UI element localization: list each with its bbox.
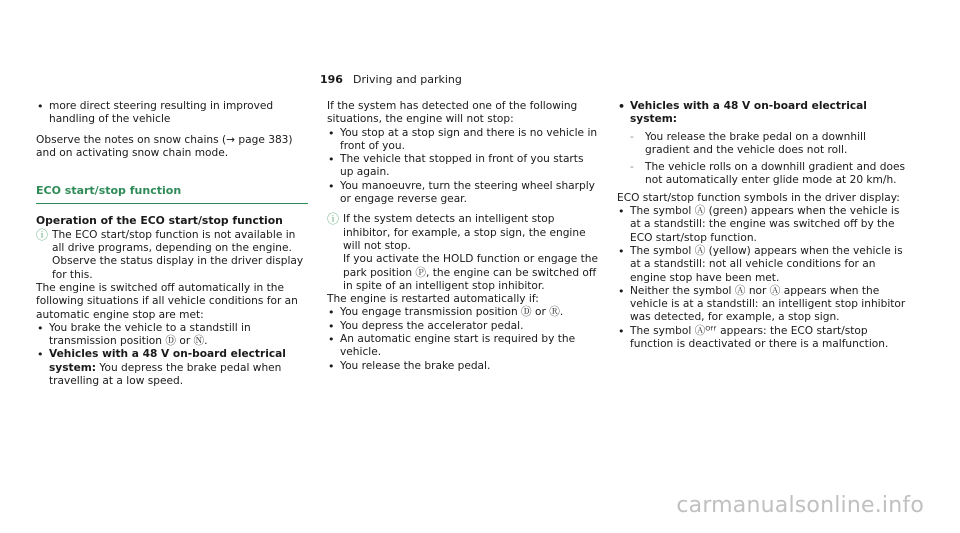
column-2 bbox=[327, 100, 599, 373]
list-item: • You release the brake pedal. bbox=[327, 360, 599, 373]
note-text: If you activate the HOLD function or engage the park position Ⓟ, the engine can be switched off in spite of an intelligent stop inhibitor. bbox=[343, 253, 599, 292]
note bbox=[327, 213, 599, 293]
list-item: • You manoeuvre, turn the steering wheel sharply or engage reverse gear. bbox=[327, 180, 599, 207]
column-3 bbox=[617, 100, 907, 351]
paragraph: The engine is switched off automatically in the following situations if all vehicle conditions for an automatic engine stop are met: bbox=[36, 281, 298, 321]
list-item: • The symbol Ⓐ (green) appears when the vehicle is at a standstill: the engine was switched off by the ECO start/stop function. bbox=[617, 205, 907, 245]
list-item: • You brake the vehicle to a standstill in transmission position Ⓓ or Ⓝ. bbox=[36, 322, 308, 349]
list-item: • Neither the symbol Ⓐ nor Ⓐ appears when the vehicle is at a standstill: an intelligent stop inhibitor was detected, for example, a stop sign. bbox=[617, 285, 907, 325]
item-text: You depress the brake pedal when travelling at a low speed. bbox=[49, 361, 282, 388]
sub-list-item: - The vehicle rolls on a downhill gradient and does not automatically enter glide mode at 20 km/h. bbox=[617, 161, 907, 188]
list-item: • You stop at a stop sign and there is no vehicle in front of you. bbox=[327, 127, 599, 154]
note-text: The ECO start/stop function is not available in all drive programs, depending on the engine. Observe the status display in the driver display for this. bbox=[52, 228, 304, 281]
list-item: • You depress the accelerator pedal. bbox=[327, 320, 599, 333]
list-item: • The vehicle that stopped in front of you starts up again. bbox=[327, 153, 599, 180]
column-1 bbox=[36, 100, 308, 388]
watermark: carmanualsonline.info bbox=[676, 493, 924, 518]
page-header bbox=[320, 73, 462, 86]
section-title: ECO start/stop function bbox=[36, 184, 308, 204]
sub-title: Operation of the ECO start/stop function bbox=[36, 214, 283, 228]
paragraph: ECO start/stop function symbols in the driver display: bbox=[617, 191, 900, 204]
note-text: If the system detects an intelligent stop inhibitor, for example, a stop sign, the engine will not stop. bbox=[343, 213, 586, 252]
running-header: Driving and parking bbox=[352, 73, 462, 86]
list-item: • Vehicles with a 48 V on-board electrical system: bbox=[617, 100, 907, 127]
list-item: • The symbol Ⓐ (yellow) appears when the vehicle is at a standstill: not all vehicle conditions for an engine stop have been met. bbox=[617, 245, 907, 285]
bold-lead: Vehicles with a 48 V on-board electrical system: bbox=[49, 348, 286, 374]
paragraph: Observe the notes on snow chains (→ page 383) and on activating snow chain mode. bbox=[36, 133, 293, 159]
list-item: • You engage transmission position Ⓓ or Ⓡ. bbox=[327, 306, 599, 319]
info-note-icon: ⓘ bbox=[327, 212, 340, 227]
paragraph: The engine is restarted automatically if: bbox=[327, 293, 539, 306]
list-item: • An automatic engine start is required by the vehicle. bbox=[327, 333, 599, 360]
list-item bbox=[36, 348, 308, 388]
paragraph: If the system has detected one of the following situations, the engine will not stop: bbox=[327, 100, 578, 126]
list-item: • more direct steering resulting in improved handling of the vehicle bbox=[36, 100, 308, 127]
list-item: • The symbol Ⓐᴼᶠᶠ appears: the ECO start/stop function is deactivated or there is a malfunction. bbox=[617, 325, 907, 352]
sub-list-item: - You release the brake pedal on a downhill gradient and the vehicle does not roll. bbox=[617, 131, 907, 158]
info-note-icon: ⓘ bbox=[36, 227, 49, 242]
note bbox=[36, 229, 308, 282]
page-number: 196 bbox=[320, 73, 343, 86]
